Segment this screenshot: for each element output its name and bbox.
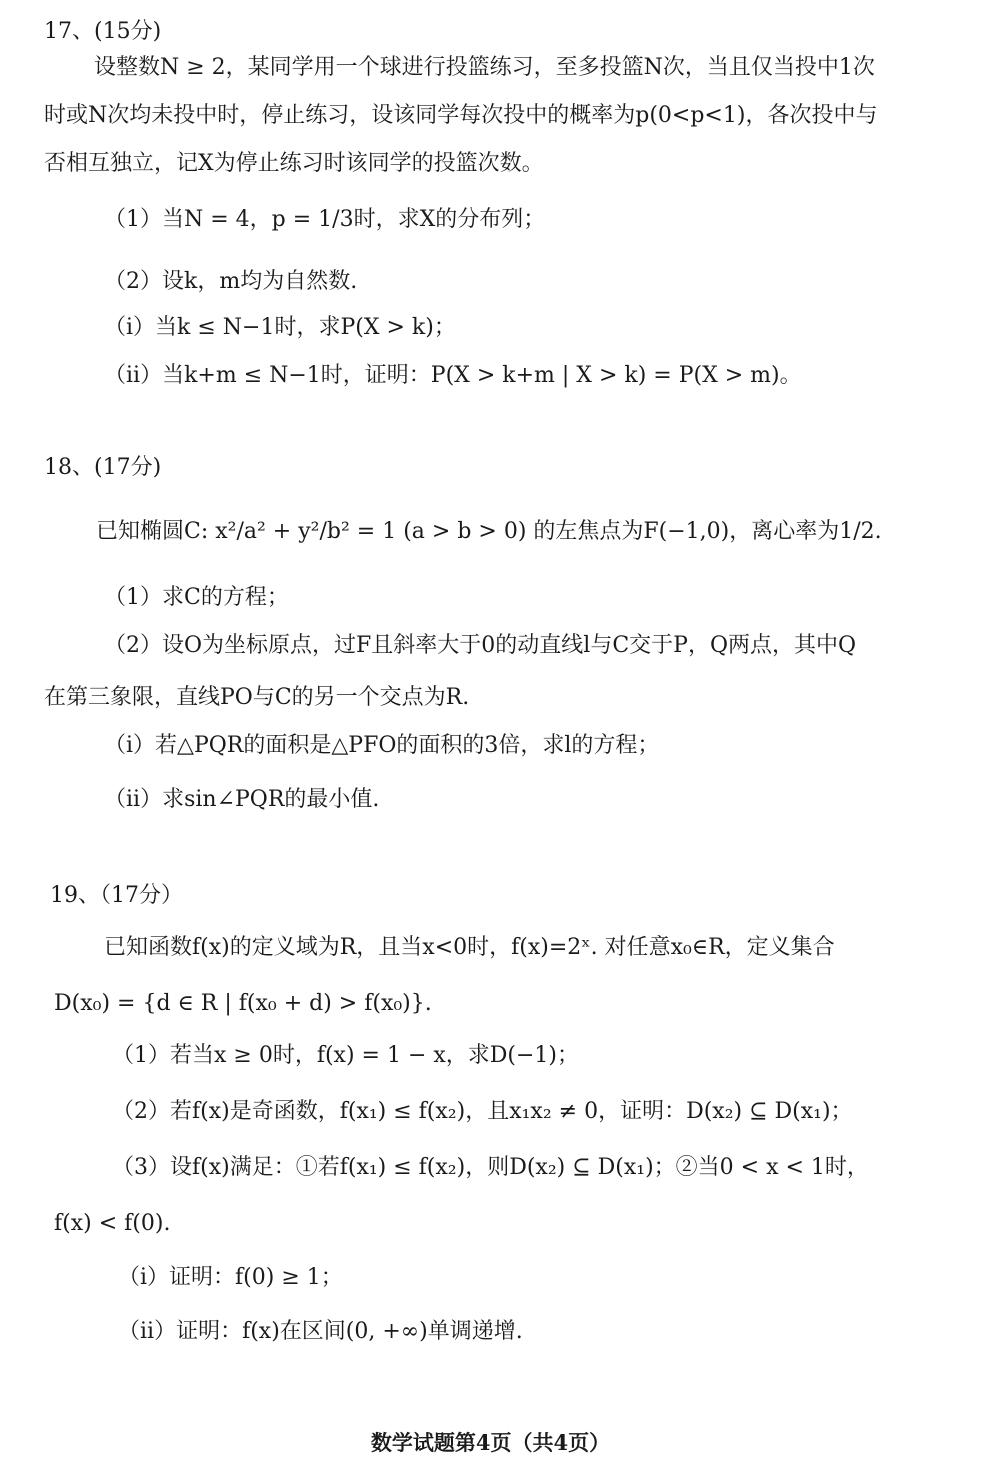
q17-stem-line-2: 时或N次均未投中时，停止练习，设该同学每次投中的概率为p(0<p<1)，各次投中与 bbox=[44, 103, 878, 128]
q17-part2-ii: （ⅱ）当k+m ≤ N−1时，证明：P(X > k+m | X > k) = P(X > m)。 bbox=[104, 363, 802, 388]
q19-part3-line-2: f(x) < f(0). bbox=[54, 1211, 171, 1236]
q17-part1: （1）当N = 4，p = 1/3时，求X的分布列； bbox=[104, 207, 546, 232]
q19-part3-ii: （ⅱ）证明：f(x)在区间(0, +∞)单调递增. bbox=[118, 1319, 523, 1344]
q19-part3-line-1: （3）设f(x)满足：①若f(x₁) ≤ f(x₂)，则D(x₂) ⊆ D(x₁)；②当0 < x < 1时， bbox=[112, 1155, 869, 1180]
q19-part1: （1）若当x ≥ 0时，f(x) = 1 − x，求D(−1)； bbox=[112, 1043, 580, 1068]
q19-stem-line-1: 已知函数f(x)的定义域为R，且当x<0时，f(x)=2ˣ. 对任意x₀∈R，定义集合 bbox=[104, 935, 835, 960]
q18-part2-line-2: 在第三象限，直线PO与C的另一个交点为R. bbox=[44, 685, 470, 710]
q18-part2-line-1: （2）设O为坐标原点，过F且斜率大于0的动直线l与C交于P，Q两点，其中Q bbox=[104, 633, 857, 658]
q18-part2-i: （ⅰ）若△PQR的面积是△PFO的面积的3倍，求l的方程； bbox=[104, 733, 660, 758]
q19-stem-line-2: D(x₀) = {d ∈ R | f(x₀ + d) > f(x₀)}. bbox=[54, 991, 432, 1016]
q17-part2: （2）设k，m均为自然数. bbox=[104, 269, 358, 294]
q17-stem-line-3: 否相互独立，记X为停止练习时该同学的投篮次数。 bbox=[44, 151, 544, 176]
q17-stem-line-1: 设整数N ≥ 2，某同学用一个球进行投篮练习，至多投篮N次，当且仅当投中1次 bbox=[94, 55, 875, 80]
q19-part3-i: （ⅰ）证明：f(0) ≥ 1； bbox=[118, 1265, 343, 1290]
q19-header: 19、（17分） bbox=[50, 883, 183, 908]
q18-stem: 已知椭圆C: x²/a² + y²/b² = 1 (a > b > 0) 的左焦点为F(−1,0)，离心率为1/2. bbox=[96, 519, 882, 544]
q18-header: 18、(17分) bbox=[44, 455, 162, 480]
q17-header: 17、(15分) bbox=[44, 19, 162, 44]
q19-part2: （2）若f(x)是奇函数，f(x₁) ≤ f(x₂)，且x₁x₂ ≠ 0，证明：D(x₂) ⊆ D(x₁)； bbox=[112, 1099, 853, 1124]
q17-part2-i: （ⅰ）当k ≤ N−1时，求P(X > k)； bbox=[104, 315, 456, 340]
page-footer: 数学试题第4页（共4页） bbox=[370, 1430, 611, 1455]
q18-part1: （1）求C的方程； bbox=[104, 585, 289, 610]
q18-part2-ii: （ⅱ）求sin∠PQR的最小值. bbox=[104, 787, 380, 812]
